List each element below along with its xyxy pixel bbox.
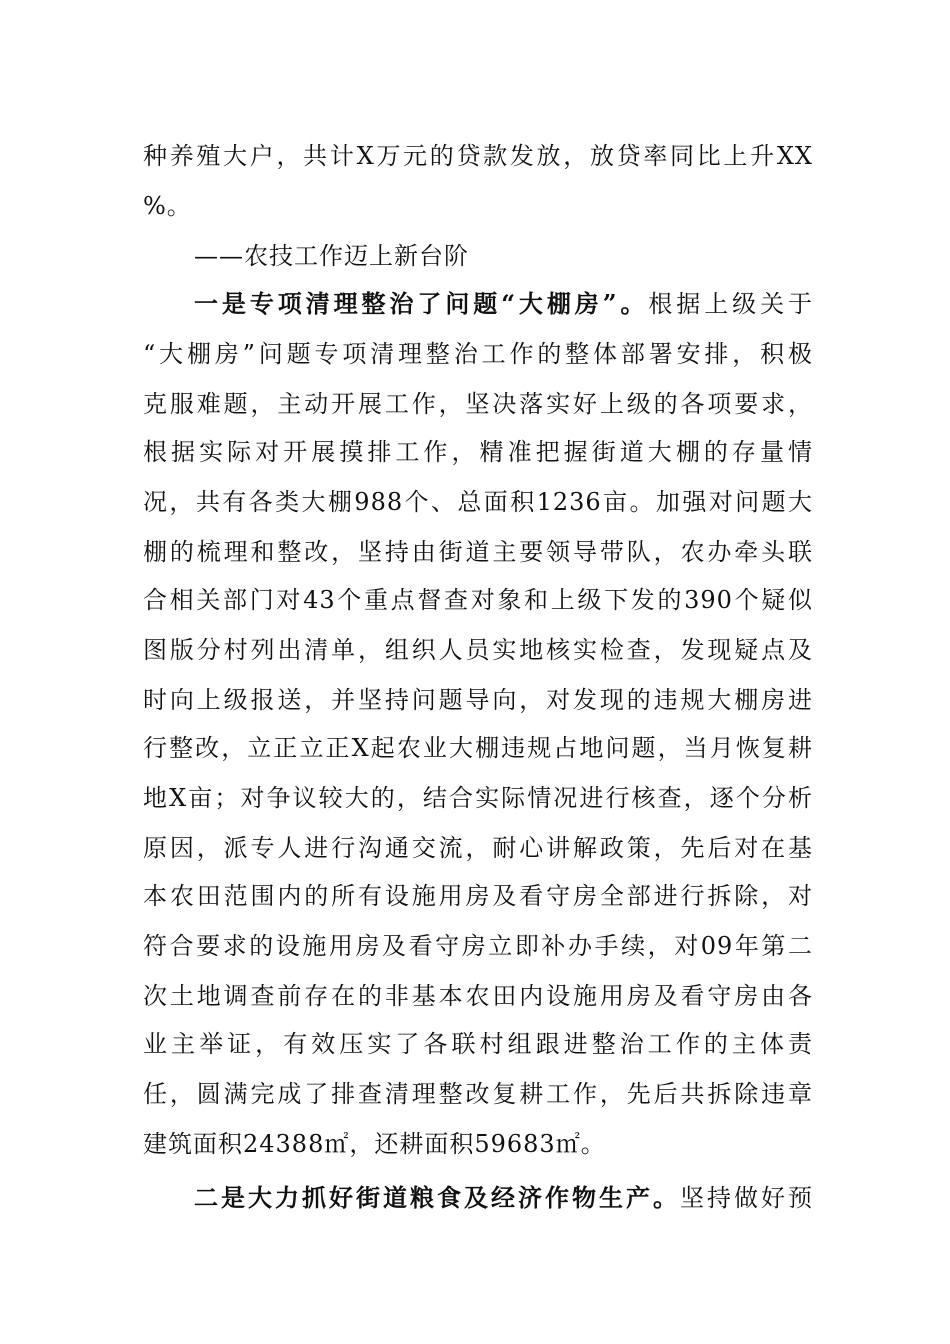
text-segment: 次土地调查前存在的非基本农田内设施用房及看守房由各 bbox=[143, 982, 813, 1010]
text-line bbox=[143, 930, 813, 962]
paragraph-lead-line bbox=[194, 1182, 813, 1214]
text-segment: 原因，派专人进行沟通交流，耐心讲解政策，先后对在基 bbox=[143, 834, 813, 862]
text-line bbox=[143, 584, 813, 616]
text-segment: 时向上级报送，并坚持问题导向，对发现的违规大棚房进 bbox=[143, 686, 813, 714]
text-line bbox=[143, 388, 813, 420]
text-segment: 合相关部门对43个重点督查对象和上级下发的390个疑似 bbox=[143, 586, 813, 614]
text-line bbox=[143, 732, 813, 764]
text-line bbox=[143, 1028, 813, 1060]
text-segment: 克服难题，主动开展工作，坚决落实好上级的各项要求， bbox=[143, 390, 813, 418]
text-segment: 业主举证，有效压实了各联村组跟进整治工作的主体责 bbox=[143, 1030, 813, 1058]
text-line bbox=[143, 684, 813, 716]
text-line bbox=[143, 1078, 813, 1110]
paragraph-lead-line bbox=[194, 288, 813, 320]
text-line bbox=[143, 338, 813, 370]
text-segment: 本农田范围内的所有设施用房及看守房全部进行拆除，对 bbox=[143, 882, 813, 910]
text-line bbox=[143, 782, 813, 814]
text-segment: 行整改，立正立正X起农业大棚违规占地问题，当月恢复耕 bbox=[143, 734, 813, 762]
text-line bbox=[143, 880, 813, 912]
text-line bbox=[143, 536, 813, 568]
text-line bbox=[143, 1128, 813, 1160]
text-line bbox=[143, 832, 813, 864]
text-segment: 况，共有各类大棚988个、总面积1236亩。加强对问题大 bbox=[143, 488, 813, 516]
text-segment: “大棚房”问题专项清理整治工作的整体部署安排，积极 bbox=[143, 340, 813, 368]
text-segment: 建筑面积24388㎡，还耕面积59683㎡。 bbox=[143, 1130, 606, 1158]
text-segment: 根据上级关于 bbox=[648, 290, 814, 318]
section-heading bbox=[194, 240, 469, 272]
text-line bbox=[143, 486, 813, 518]
text-line bbox=[143, 634, 813, 666]
text-segment: 坚持做好预 bbox=[680, 1184, 813, 1212]
text-segment: 种养殖大户，共计X万元的贷款发放，放贷率同比上升XX bbox=[143, 142, 813, 170]
text-segment: %。 bbox=[143, 192, 192, 220]
paragraph-lead-bold: 二是大力抓好街道粮食及经济作物生产。 bbox=[194, 1183, 680, 1212]
text-line bbox=[143, 436, 813, 468]
text-segment: 地X亩；对争议较大的，结合实际情况进行核查，逐个分析 bbox=[143, 784, 813, 812]
text-segment: 根据实际对开展摸排工作，精准把握街道大棚的存量情 bbox=[143, 438, 813, 466]
text-line bbox=[143, 140, 813, 172]
paragraph-lead-bold: 一是专项清理整治了问题“大棚房”。 bbox=[194, 289, 649, 318]
text-line bbox=[143, 980, 813, 1012]
text-segment: ——农技工作迈上新台阶 bbox=[194, 242, 469, 270]
text-line bbox=[143, 190, 813, 222]
text-segment: 符合要求的设施用房及看守房立即补办手续，对09年第二 bbox=[143, 932, 813, 960]
text-segment: 棚的梳理和整改，坚持由街道主要领导带队，农办牵头联 bbox=[143, 538, 813, 566]
text-segment: 图版分村列出清单，组织人员实地核实检查，发现疑点及 bbox=[143, 636, 813, 664]
text-segment: 任，圆满完成了排查清理整改复耕工作，先后共拆除违章 bbox=[143, 1080, 813, 1108]
